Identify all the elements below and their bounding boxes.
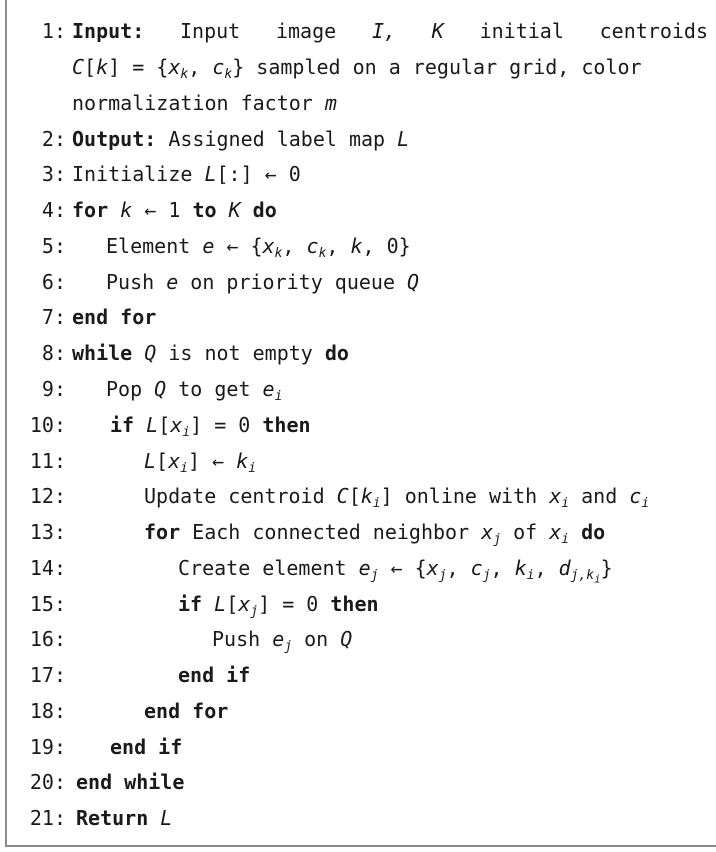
- line-number: 19:: [29, 735, 66, 759]
- algorithm-line-1: [0, 14, 716, 48]
- algorithm-line-17: [0, 658, 716, 692]
- line-number: 16:: [29, 627, 66, 651]
- line-text: Pop Q to get $e_i$: [106, 377, 283, 404]
- line-text: Return L: [76, 806, 173, 830]
- line-text: Initialize L[:] ← 0: [72, 162, 301, 186]
- bottom-border-rule: [5, 845, 716, 847]
- line-number: 2:: [41, 127, 66, 151]
- line-number: 8:: [41, 341, 66, 365]
- line-text: $C[k] = \{x_k$, $c_k$} sampled on a regular grid, color: [72, 55, 642, 82]
- line-text: Create element $e_j$ ← {$x_j$, $c_j$, $k_i$, $d_{j,k_i}$}: [178, 556, 613, 586]
- algorithm-line-14: [0, 551, 716, 585]
- line-text: $L[x_i]$ ← $k_i$: [144, 449, 257, 476]
- algorithm-line-21: [0, 801, 716, 835]
- line-number: 20:: [29, 770, 66, 794]
- algorithm-line-5: [0, 229, 716, 263]
- line-text: Update centroid $C[k_i]$ online with $x_i$ and $c_i$: [144, 484, 650, 511]
- word: initial: [479, 19, 564, 43]
- algorithm-line-18: [0, 694, 716, 728]
- line-number: 6:: [41, 270, 66, 294]
- line-text: end for: [72, 305, 157, 329]
- line-text: for k ← 1 to K do: [72, 198, 277, 222]
- line-text: while Q is not empty do: [72, 341, 349, 365]
- line-text: Element e ← {$x_k$, $c_k$, k, 0}: [106, 234, 411, 261]
- line-number: 15:: [29, 592, 66, 616]
- algorithm-line-2: [0, 122, 716, 156]
- line-number: 1:: [41, 19, 66, 43]
- line-number: 7:: [41, 305, 66, 329]
- word: image: [275, 19, 337, 43]
- line-number: 11:: [29, 449, 66, 473]
- line-number: 13:: [29, 520, 66, 544]
- line-number: 5:: [41, 234, 66, 258]
- algorithm-line-1-cont: [0, 50, 716, 84]
- algorithm-line-12: [0, 479, 716, 513]
- line-text: end if: [178, 663, 251, 687]
- math-word: K: [431, 19, 444, 43]
- algorithm-line-4: [0, 193, 716, 227]
- line-number: 14:: [29, 556, 66, 580]
- algorithm-line-3: [0, 157, 716, 191]
- line-text: Push e on priority queue Q: [106, 270, 420, 294]
- algorithm-line-20: [0, 765, 716, 799]
- line-text: end for: [144, 699, 229, 723]
- algorithm-line-8: [0, 336, 716, 370]
- keyword-input: Input:: [72, 19, 145, 43]
- line-number: 10:: [29, 413, 66, 437]
- math-word: I,: [371, 19, 397, 43]
- algorithm-line-19: [0, 730, 716, 764]
- line-text: [72, 14, 708, 48]
- algorithm-line-6: [0, 265, 716, 299]
- line-number: 3:: [41, 162, 66, 186]
- algorithm-line-1-cont2: [0, 86, 716, 120]
- word: Input: [180, 19, 241, 43]
- line-text: if $L[x_i] = 0$ then: [110, 413, 311, 440]
- algorithm-line-11: [0, 444, 716, 478]
- line-number: 9:: [41, 377, 66, 401]
- word: centroids: [599, 19, 708, 43]
- algorithm-line-10: [0, 408, 716, 442]
- algorithm-line-15: [0, 587, 716, 621]
- line-text: end if: [110, 735, 183, 759]
- line-text: Push $e_j$ on Q: [212, 627, 353, 654]
- line-text: end while: [76, 770, 185, 794]
- algorithm-line-16: [0, 622, 716, 656]
- line-text: normalization factor m: [72, 91, 337, 115]
- line-number: 17:: [29, 663, 66, 687]
- line-number: 18:: [29, 699, 66, 723]
- algorithm-line-7: [0, 300, 716, 334]
- line-number: 21:: [29, 806, 66, 830]
- line-text: if $L[x_j] = 0$ then: [178, 592, 379, 619]
- line-text: for Each connected neighbor $x_j$ of $x_i$ do: [144, 520, 606, 547]
- line-number: 12:: [29, 484, 66, 508]
- line-number: 4:: [41, 198, 66, 222]
- algorithm-line-9: [0, 372, 716, 406]
- algorithm-line-13: [0, 515, 716, 549]
- line-text: Output: Assigned label map L: [72, 127, 410, 151]
